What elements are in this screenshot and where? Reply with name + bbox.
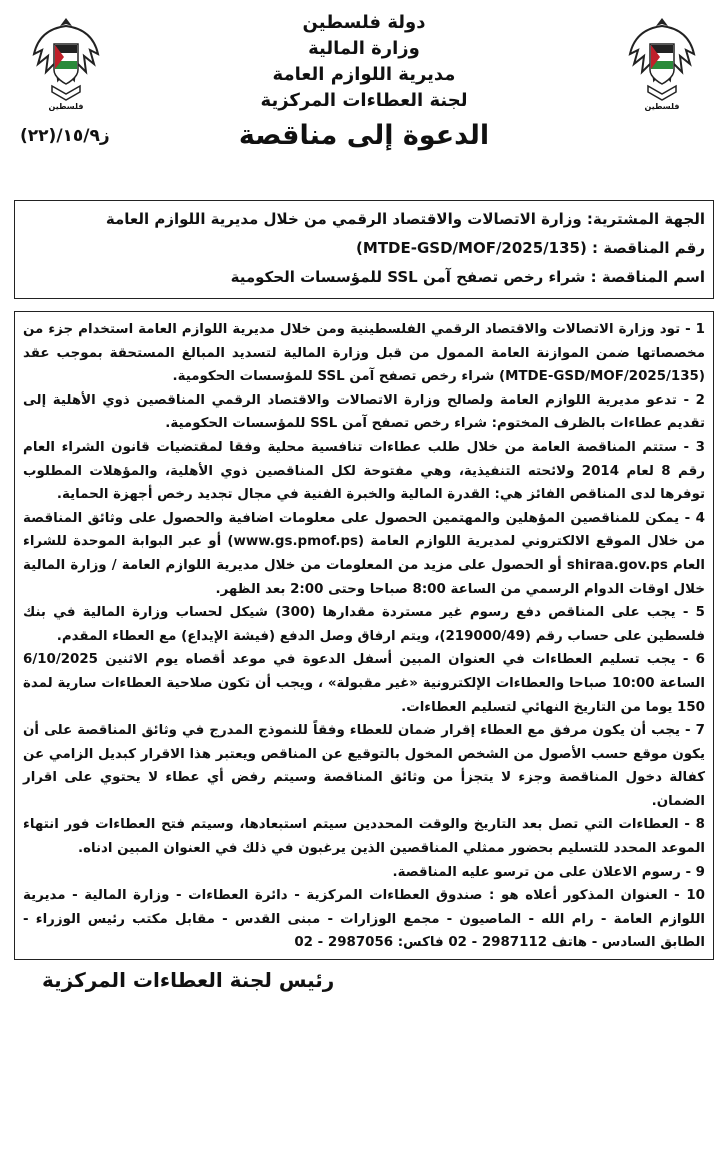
list-item: 3 - ستتم المناقصة العامة من خلال طلب عطاءات تنافسية محلية وفقا لمقتضيات قانون الشراء العام رقم 8 لعام 2014 ولائحته التنفيذية، وهي مفتوحة لكل المناقصين ذوي الأهلية، والمؤهلات المطلوب توفرها لدى المناقص الفائز هي: القدرة المالية والخبرة الفنية في مجال تجديد رخص أجهزة الحماية. xyxy=(23,439,705,503)
committee-name: لجنة العطاءات المركزية xyxy=(260,90,468,111)
list-item: 10 - العنوان المذكور أعلاه هو : صندوق العطاءات المركزية - دائرة العطاءات - وزارة المالية - مديرية اللوازم العامة - رام الله - الماصيون - مجمع الوزارات - مبنى القدس - مقابل مكتب رئيس الوزراء - الطابق السادس - هاتف 2987112 - 02 فاكس: 2987056 - 02 xyxy=(23,888,705,951)
list-item: 4 - يمكن للمناقصين المؤهلين والمهتمين الحصول على معلومات اضافية والحصول على وثائق المناقصة من خلال الموقع الالكتروني لمديرية اللوازم العامة (www.gs.pmof.ps) أو عبر البوابة الموحدة للشراء العام shiraa.gov.ps أو الحصول على مزيد من المعلومات من خلال مديرية اللوازم العامة / وزارة المالية خلال اوقات الدوام الرسمي من الساعة 8:00 صباحا وحتى 2:00 بعد الظهر. xyxy=(23,510,706,597)
emblem-caption-right: فلسطين xyxy=(644,102,680,111)
header-titles xyxy=(14,10,714,156)
emblem-caption-left: فلسطين xyxy=(48,102,84,111)
signature-title: رئيس لجنة العطاءات المركزية xyxy=(42,968,335,993)
header xyxy=(14,8,714,198)
list-item: 6 - يجب تسليم العطاءات في العنوان المبين أسفل الدعوة في موعد أقصاه يوم الاثنين 6/10/2025 الساعة 10:00 صباحا والعطاءات الإلكترونية «غير مقبولة» ، ويجب أن تكون صلاحية العطاءات سارية لمدة 150 يوما من التاريخ النهائي لتسليم العطاءات. xyxy=(23,652,705,715)
page-title: الدعوة إلى مناقصة xyxy=(238,120,490,151)
list-item: 7 - يجب أن يكون مرفق مع العطاء إقرار ضمان للعطاء وفقاً للنموذج المدرج في وثائق المناقصة على أن يكون موقع حسب الأصول من الشخص المخول بالتوقيع عن المناقص ويعتبر هذا الاقرار كبديل الزامي عن كفالة دخول المناقصة وجزء لا يتجزأ من وثائق المناقصة وسيتم رفض أي عطاء لا يحتوي على اقرار الضمان. xyxy=(23,723,705,809)
tender-name-line: اسم المناقصة : شراء رخص تصفح آمن SSL للمؤسسات الحكومية xyxy=(230,268,705,286)
directorate-name: مديرية اللوازم العامة xyxy=(272,64,456,85)
list-item: 5 - يجب على المناقص دفع رسوم غير مستردة مقدارها (300) شيكل لحساب وزارة المالية في بنك فلسطين على حساب رقم (219000/49)، ويتم ارفاق وصل الدفع (فيشة الإيداع) مع العطاء المقدم. xyxy=(23,605,705,644)
list-item: 9 - رسوم الاعلان على من ترسو عليه المناقصة. xyxy=(392,864,705,880)
tender-number-line: رقم المناقصة : (MTDE-GSD/MOF/2025/135) xyxy=(356,239,705,257)
buyer-line: الجهة المشترية: وزارة الاتصالات والاقتصاد الرقمي من خلال مديرية اللوازم العامة xyxy=(105,210,705,228)
state-name: دولة فلسطين xyxy=(302,12,426,33)
list-item: 2 - تدعو مديرية اللوازم العامة ولصالح وزارة الاتصالات والاقتصاد الرقمي المناقصين ذوي الأهلية إلى تقديم عطاءات بالظرف المختوم: شراء رخص تصفح آمن SSL للمؤسسات الحكومية. xyxy=(23,392,705,432)
reference-code: ز١٥/٩/(٢٢) xyxy=(20,126,110,146)
list-item: 1 - تود وزارة الاتصالات والاقتصاد الرقمي الفلسطينية ومن خلال مديرية اللوازم العامة استخدام جزء من مخصصاتها ضمن الموازنة العامة الممول من قبل وزارة المالية لتسديد المبالغ المستحقة بموجب عقد (MTDE-GSD/MOF/2025/135) شراء رخص تصفح آمن SSL للمؤسسات الحكومية. xyxy=(23,322,705,385)
list-item: 8 - العطاءات التي تصل بعد التاريخ والوقت المحددين سيتم استبعادها، وسيتم فتح العطاءات فور انتهاء الموعد المحدد للتسليم بحضور ممثلي المناقصين الذين يرغبون في ذلك في العنوان المبين ادناه. xyxy=(23,817,705,857)
tender-terms-box xyxy=(14,311,714,960)
ministry-name: وزارة المالية xyxy=(308,38,420,59)
tender-info-box xyxy=(14,200,714,299)
